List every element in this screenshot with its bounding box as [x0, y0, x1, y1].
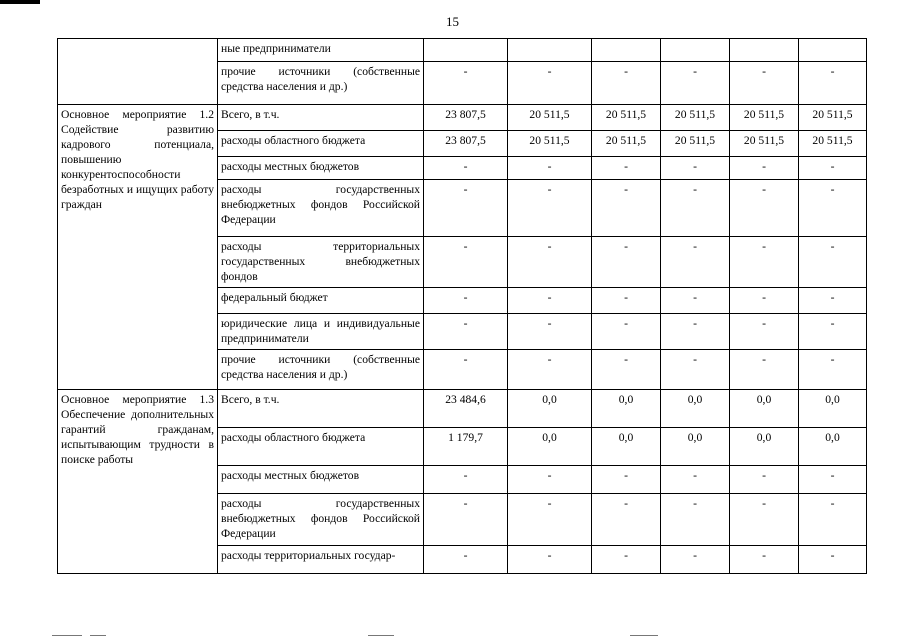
value-cell: -: [508, 288, 592, 314]
funding-source-cell: Всего, в т.ч.: [218, 390, 424, 428]
value-cell: -: [424, 314, 508, 350]
value-cell: -: [661, 288, 730, 314]
value-cell: 0,0: [730, 390, 799, 428]
table-row: [58, 105, 867, 131]
value-cell: -: [424, 350, 508, 390]
value-cell: -: [730, 546, 799, 574]
value-cell: 23 807,5: [424, 105, 508, 131]
value-cell: -: [508, 546, 592, 574]
value-cell: 20 511,5: [730, 105, 799, 131]
value-cell: -: [592, 350, 661, 390]
page-number: 15: [446, 14, 459, 29]
value-cell: -: [592, 157, 661, 180]
value-cell: -: [730, 466, 799, 494]
value-cell: [592, 39, 661, 62]
value-cell: 0,0: [730, 428, 799, 466]
value-cell: -: [661, 350, 730, 390]
value-cell: [799, 39, 867, 62]
value-cell: -: [799, 546, 867, 574]
value-cell: -: [799, 237, 867, 288]
value-cell: -: [661, 62, 730, 105]
funding-source-cell: прочие источники (собственные средства населения и др.): [218, 62, 424, 105]
value-cell: 20 511,5: [508, 131, 592, 157]
value-cell: -: [592, 288, 661, 314]
value-cell: -: [592, 314, 661, 350]
value-cell: 20 511,5: [508, 105, 592, 131]
value-cell: -: [592, 180, 661, 237]
value-cell: -: [592, 62, 661, 105]
value-cell: -: [730, 314, 799, 350]
funding-table: [57, 38, 867, 574]
value-cell: -: [424, 466, 508, 494]
value-cell: -: [424, 157, 508, 180]
scan-edge: [0, 632, 905, 640]
value-cell: -: [799, 62, 867, 105]
value-cell: -: [592, 546, 661, 574]
value-cell: -: [799, 180, 867, 237]
funding-source-cell: расходы территориальных государ-: [218, 546, 424, 574]
value-cell: 23 484,6: [424, 390, 508, 428]
funding-source-cell: прочие источники (собственные средства населения и др.): [218, 350, 424, 390]
funding-source-cell: расходы областного бюджета: [218, 131, 424, 157]
value-cell: -: [592, 237, 661, 288]
value-cell: -: [799, 288, 867, 314]
value-cell: -: [661, 180, 730, 237]
value-cell: [661, 39, 730, 62]
value-cell: -: [424, 180, 508, 237]
value-cell: -: [730, 180, 799, 237]
measure-cell: Основное мероприятие 1.2 Содействие развитию кадрового потенциала, повышению конкурентоспособности безработных и ищущих работу граждан: [58, 105, 218, 390]
value-cell: -: [799, 466, 867, 494]
value-cell: 0,0: [799, 390, 867, 428]
value-cell: 0,0: [508, 428, 592, 466]
value-cell: 23 807,5: [424, 131, 508, 157]
value-cell: -: [730, 494, 799, 546]
value-cell: -: [508, 314, 592, 350]
value-cell: -: [730, 157, 799, 180]
funding-source-cell: расходы государственных внебюджетных фондов Российской Федерации: [218, 494, 424, 546]
value-cell: -: [661, 466, 730, 494]
table-row: [58, 39, 867, 62]
value-cell: -: [730, 350, 799, 390]
value-cell: -: [508, 157, 592, 180]
measure-cell: [58, 39, 218, 105]
value-cell: 1 179,7: [424, 428, 508, 466]
measure-cell: Основное мероприятие 1.3 Обеспечение дополнительных гарантий гражданам, испытывающим трудности в поиске работы: [58, 390, 218, 574]
funding-source-cell: расходы местных бюджетов: [218, 157, 424, 180]
value-cell: [730, 39, 799, 62]
funding-source-cell: ные предприниматели: [218, 39, 424, 62]
funding-source-cell: юридические лица и индивидуальные предприниматели: [218, 314, 424, 350]
value-cell: -: [592, 466, 661, 494]
funding-source-cell: расходы местных бюджетов: [218, 466, 424, 494]
value-cell: -: [508, 237, 592, 288]
value-cell: -: [508, 466, 592, 494]
value-cell: 0,0: [661, 390, 730, 428]
value-cell: -: [661, 157, 730, 180]
value-cell: -: [508, 180, 592, 237]
funding-source-cell: Всего, в т.ч.: [218, 105, 424, 131]
funding-source-cell: расходы территориальных государственных внебюджетных фондов: [218, 237, 424, 288]
funding-source-cell: расходы государственных внебюджетных фондов Российской Федерации: [218, 180, 424, 237]
value-cell: 0,0: [592, 428, 661, 466]
value-cell: 20 511,5: [661, 105, 730, 131]
value-cell: -: [508, 350, 592, 390]
value-cell: 20 511,5: [730, 131, 799, 157]
value-cell: -: [799, 494, 867, 546]
value-cell: 20 511,5: [592, 105, 661, 131]
value-cell: -: [730, 288, 799, 314]
value-cell: -: [730, 237, 799, 288]
value-cell: -: [508, 62, 592, 105]
value-cell: 0,0: [661, 428, 730, 466]
value-cell: -: [661, 494, 730, 546]
value-cell: -: [799, 157, 867, 180]
value-cell: 20 511,5: [799, 131, 867, 157]
value-cell: -: [592, 494, 661, 546]
value-cell: 0,0: [592, 390, 661, 428]
value-cell: 20 511,5: [661, 131, 730, 157]
value-cell: -: [799, 314, 867, 350]
value-cell: -: [661, 314, 730, 350]
scan-mark: [0, 0, 40, 4]
funding-source-cell: федеральный бюджет: [218, 288, 424, 314]
value-cell: [508, 39, 592, 62]
funding-source-cell: расходы областного бюджета: [218, 428, 424, 466]
value-cell: -: [424, 494, 508, 546]
value-cell: -: [424, 237, 508, 288]
value-cell: 0,0: [508, 390, 592, 428]
value-cell: -: [424, 62, 508, 105]
value-cell: -: [730, 62, 799, 105]
value-cell: -: [661, 237, 730, 288]
value-cell: -: [424, 546, 508, 574]
value-cell: -: [661, 546, 730, 574]
table-row: [58, 390, 867, 428]
value-cell: 20 511,5: [592, 131, 661, 157]
value-cell: -: [508, 494, 592, 546]
value-cell: 20 511,5: [799, 105, 867, 131]
value-cell: -: [799, 350, 867, 390]
value-cell: 0,0: [799, 428, 867, 466]
value-cell: [424, 39, 508, 62]
value-cell: -: [424, 288, 508, 314]
